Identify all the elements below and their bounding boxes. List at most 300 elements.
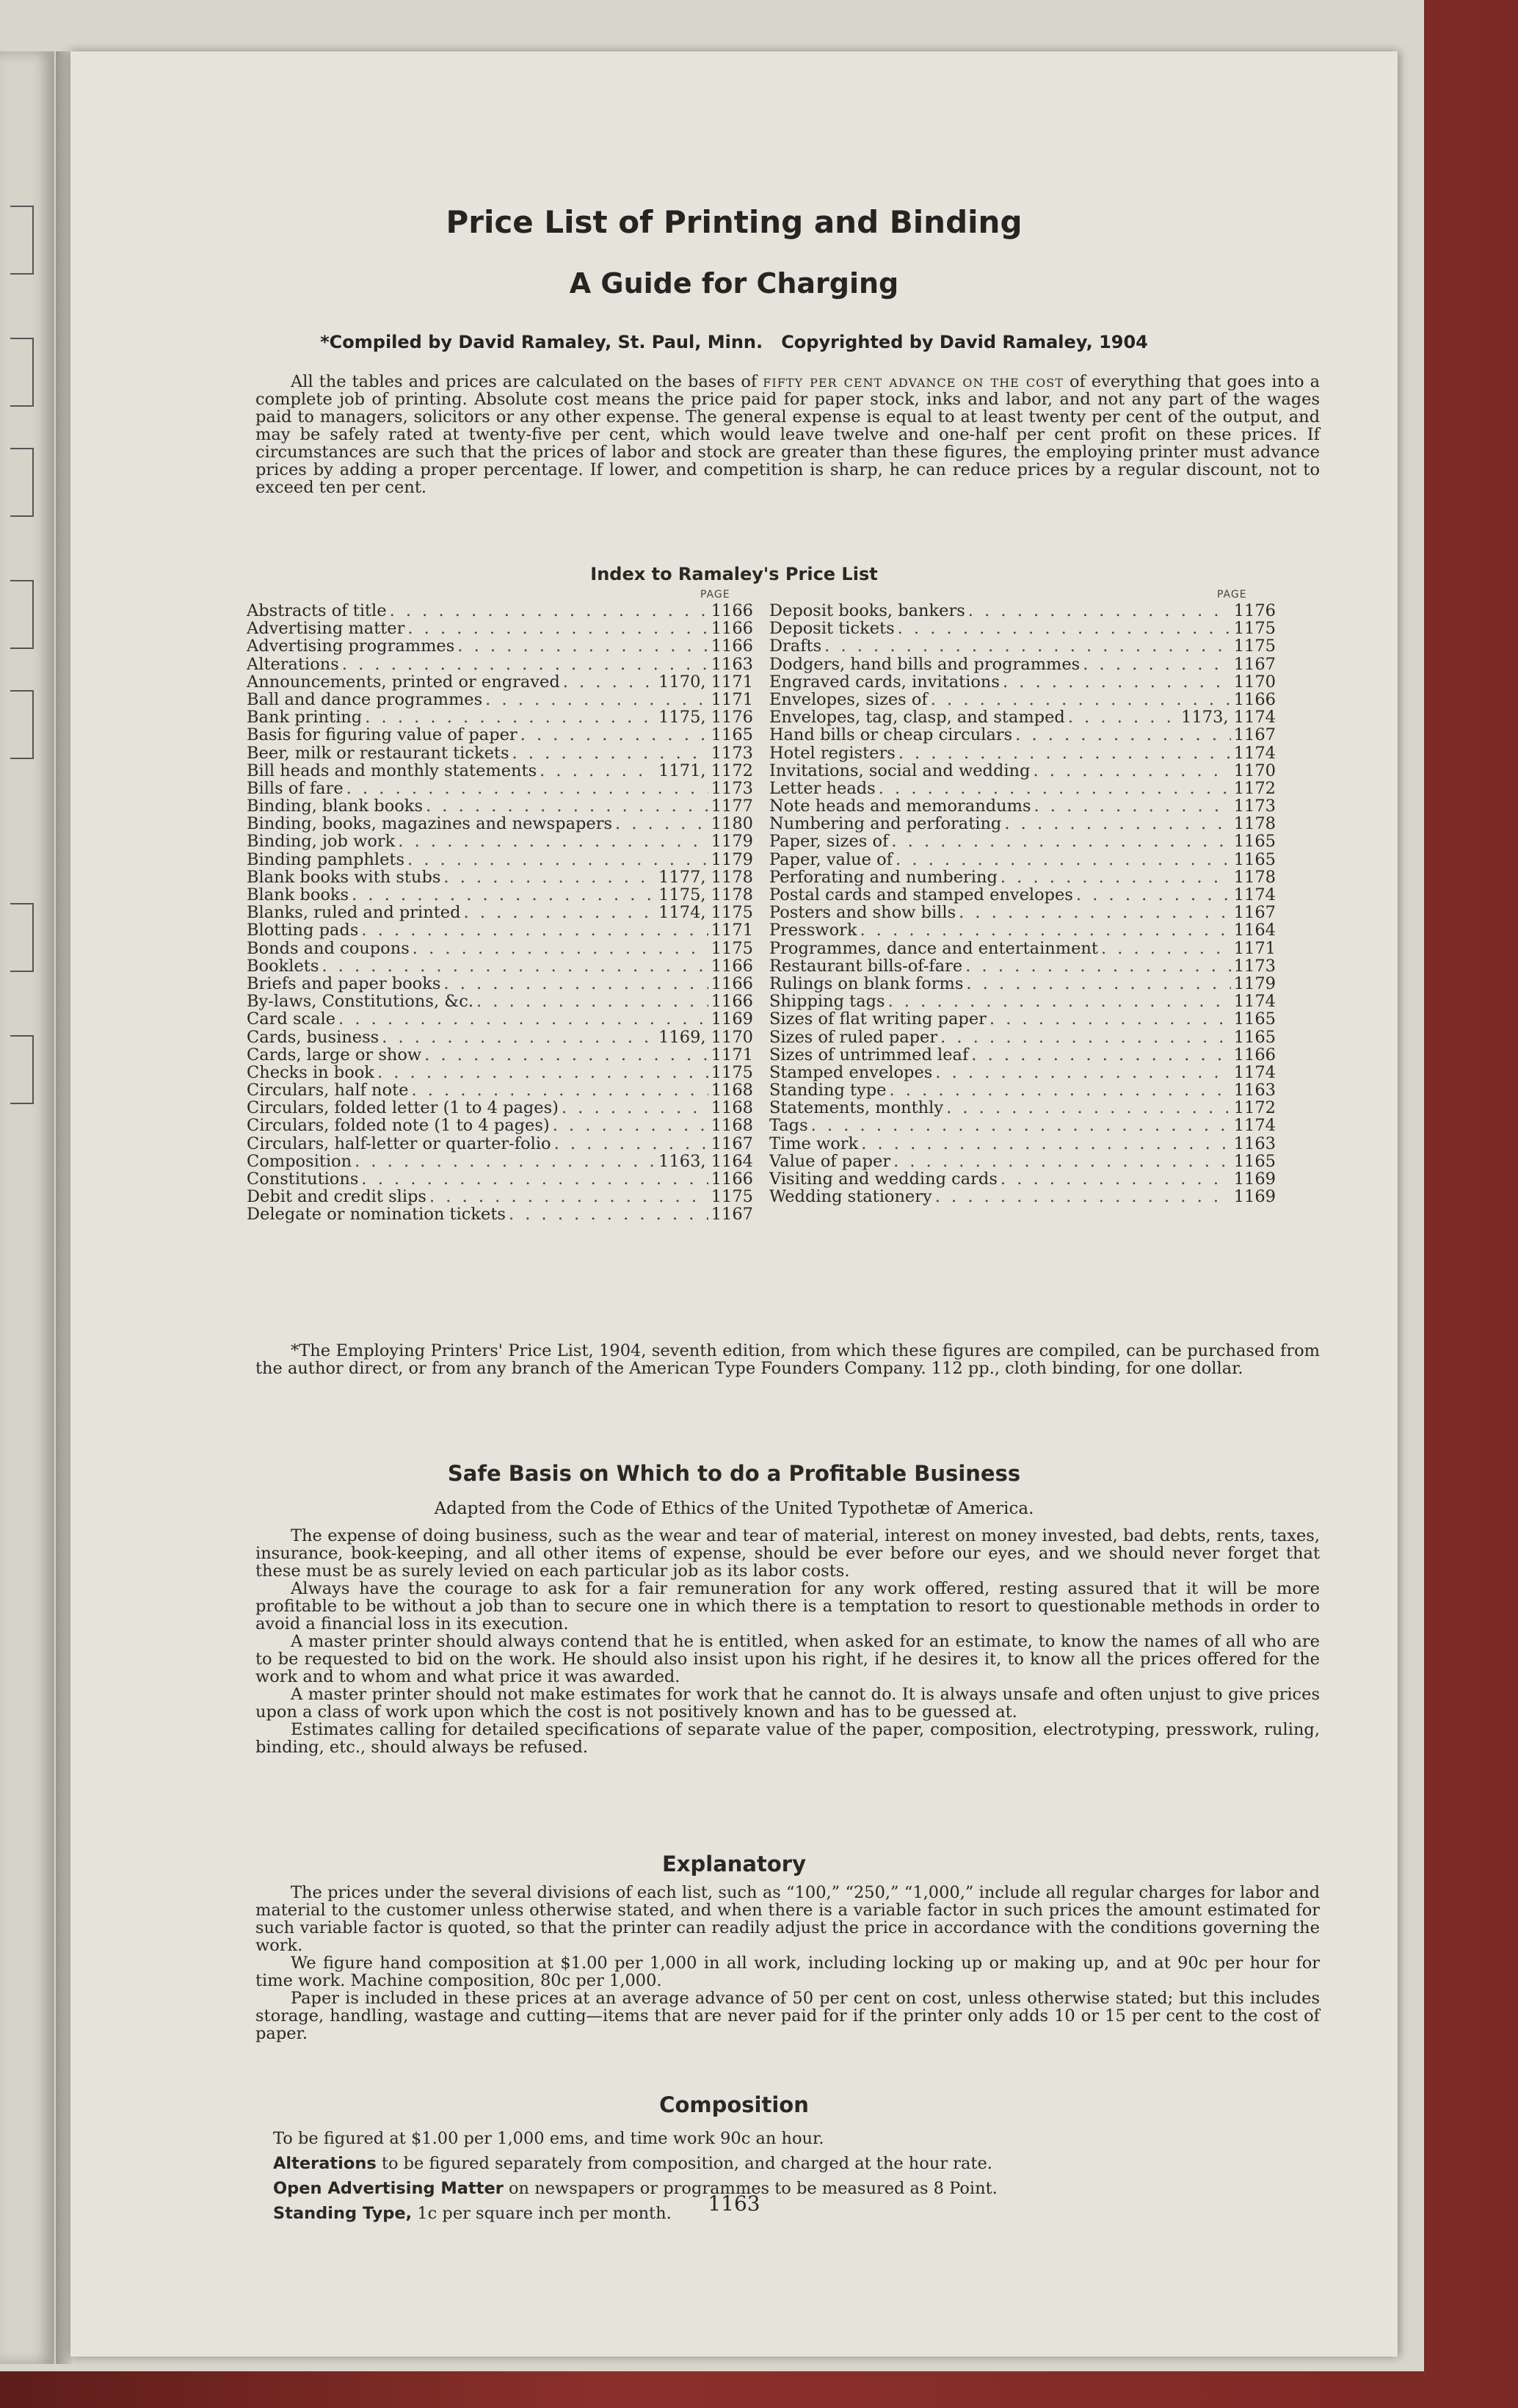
index-leader-dots [554,1135,708,1153]
facing-page-fragment [10,1035,34,1104]
index-entry-page: 1179 [711,850,753,868]
index-entry-label: Abstracts of title [247,602,387,620]
index-leader-dots [824,637,1231,655]
index-entry-page: 1176 [1233,602,1276,620]
index-leader-dots [562,1099,708,1117]
open-advertising-label: Open Advertising Matter [273,2179,504,2198]
index-leader-dots [377,1064,708,1081]
index-leader-dots [520,726,708,744]
index-entry-page: 1177 [711,797,753,816]
index-entry-page: 1168 [711,1099,753,1117]
index-entry-label: Rulings on blank forms [769,974,964,993]
index-entry [247,1153,753,1170]
index-entry-label: Postal cards and stamped envelopes [769,886,1073,904]
index-leader-dots [968,602,1231,620]
index-entry [769,851,1276,868]
index-column-left [247,602,753,1224]
index-entry-label: Visiting and wedding cards [769,1170,998,1189]
index-entry-page: 1175, 1176 [658,708,753,727]
index-entry [247,940,753,957]
index-leader-dots [1068,708,1178,726]
explanatory-paragraph: We figure hand composition at $1.00 per 1,000 in all work, including locking up or making up, and at 90c per hour for time work. Machine composition, 80c per 1,000. [255,1954,1320,1990]
index-entry [247,1205,753,1223]
index-entry-label: Blanks, ruled and printed [247,904,461,922]
index-entry-page: 1174, 1175 [658,904,753,922]
index-entry-label: Deposit books, bankers [769,602,965,620]
composition-rate: To be figured at $1.00 per 1,000 ems, and time work 90c an hour. [273,2129,824,2148]
index-leader-dots [382,1029,656,1046]
index-entry [769,797,1276,815]
index-entry-page: 1169 [711,1010,753,1029]
index-entry-label: Card scale [247,1010,336,1029]
index-entry-label: Paper, value of [769,850,893,868]
alterations-text: to be figured separately from composition, and charged at the hour rate. [376,2154,992,2173]
index-leader-dots [342,656,708,673]
index-entry [247,620,753,637]
index-entry-page: 1179 [1233,974,1276,993]
index-entry [247,726,753,744]
index-entry-page: 1172 [1233,1099,1276,1117]
index-entry-label: Advertising programmes [247,637,455,656]
index-entry [769,1099,1276,1117]
facing-page-edge [0,51,54,2364]
index-entry-label: Announcements, printed or engraved [247,672,560,691]
index-entry [247,1099,753,1117]
index-entry-page: 1163 [1233,1134,1276,1153]
index-entry-page: 1166 [1233,690,1276,709]
index-entry-label: Binding, blank books [247,797,423,816]
index-entry-label: Binding pamphlets [247,850,405,868]
index-entry-label: Envelopes, tag, clasp, and stamped [769,708,1065,727]
index-entry-label: Dodgers, hand bills and programmes [769,655,1081,673]
index-entry-page: 1177, 1178 [658,868,753,886]
index-entry-page: 1167 [711,1134,753,1153]
index-leader-dots [893,1153,1231,1170]
footnote-text: *The Employing Printers' Price List, 1904, seventh edition, from which these figures are compiled, can be purchased from the author direct, or from any branch of the American Type Founders Company. 112 pp., cloth binding, for one dollar. [255,1341,1320,1378]
index-leader-dots [322,957,708,975]
index-entry [247,1117,753,1134]
index-leader-dots [615,815,708,833]
index-leader-dots [540,762,656,780]
index-leader-dots [891,833,1230,850]
explanatory-paragraph: The prices under the several divisions of each list, such as “100,” “250,” “1,000,” include all regular charges for labor and material to the customer unless otherwise stated, and when there is a variable factor in such prices the amount estimated for such variable factor is quoted, so that the printer can readily adjust the price in accordance with the conditions governing the work. [255,1883,1320,1955]
index-entry [769,620,1276,637]
safe-basis-paragraph: A master printer should always contend that he is entitled, when asked for an estimate, to know the names of all who are to be requested to bid on the work. He should also insist upon his right, if he desires it, to know all the prices offered for the work and to whom and what price it was awarded. [255,1632,1320,1686]
index-entry [769,868,1276,886]
explanatory-heading: Explanatory [662,1852,806,1876]
index-entry-label: Advertising matter [247,620,405,638]
index-entry-label: Ball and dance programmes [247,690,483,709]
index-entry [247,708,753,726]
index-leader-dots [888,993,1231,1010]
index-entry [769,726,1276,744]
index-entry [769,744,1276,762]
standing-type-label: Standing Type, [273,2204,413,2223]
index-entry [247,780,753,797]
index-entry [769,975,1276,993]
index-entry [247,851,753,868]
index-entry [769,656,1276,673]
safe-basis-heading: Safe Basis on Which to do a Profitable Business [447,1461,1021,1486]
index-leader-dots [896,851,1231,868]
index-entry-label: Briefs and paper books [247,974,441,993]
page-number: 1163 [708,2191,760,2216]
index-entry [247,1135,753,1153]
index-entry-label: Presswork [769,921,857,940]
index-leader-dots [971,1046,1230,1064]
index-entry [247,602,753,620]
index-entry-page: 1167 [1233,904,1276,922]
intro-text-start: All the tables and prices are calculated on the bases of [291,372,763,391]
index-entry-label: Blank books with stubs [247,868,441,886]
index-leader-dots [563,673,656,691]
index-entry-page: 1165 [711,726,753,744]
index-entry-label: Drafts [769,637,822,656]
index-leader-dots [860,921,1231,939]
index-entry-page: 1165 [1233,850,1276,868]
index-entry-page: 1164 [1233,921,1276,940]
index-entry-page: 1170, 1171 [658,672,753,691]
index-entry-page: 1173 [711,744,753,762]
index-leader-dots [464,904,656,921]
index-entry-page: 1174 [1233,1063,1276,1082]
index-entry-label: Bonds and coupons [247,939,410,957]
index-entry-label: Sizes of flat writing paper [769,1010,987,1029]
compiled-by: *Compiled by David Ramaley, St. Paul, Minn. [320,332,763,352]
index-entry-label: Blank books [247,886,349,904]
index-entry [769,1135,1276,1153]
index-column-right [769,602,1276,1205]
index-entry-page: 1179 [711,833,753,851]
index-leader-dots [352,886,656,904]
index-entry [247,1188,753,1205]
index-entry [769,921,1276,939]
index-leader-dots [443,868,656,886]
index-leader-dots [407,620,708,637]
facing-page-fragment [10,338,34,407]
index-leader-dots [390,602,708,620]
index-entry [769,904,1276,921]
index-page-label-left: PAGE [700,589,730,601]
index-entry-label: Numbering and perforating [769,815,1002,833]
index-entry-page: 1163 [1233,1081,1276,1100]
index-entry-page: 1171 [711,921,753,940]
index-leader-dots [457,637,708,655]
index-entry [769,673,1276,691]
index-entry [247,691,753,708]
index-entry [769,1170,1276,1188]
index-leader-dots [898,744,1231,762]
index-entry-label: Programmes, dance and entertainment [769,939,1098,957]
index-entry-label: By-laws, Constitutions, &c. [247,993,474,1011]
facing-page-fragment [10,903,34,972]
safe-basis-subheading: Adapted from the Code of Ethics of the United Typothetæ of America. [434,1499,1034,1518]
explanatory-paragraph: Paper is included in these prices at an average advance of 50 per cent on cost, unless otherwise stated; but this includes storage, handling, wastage and cutting—items that are never paid for if the printer only adds 10 or 15 per cent to the cost of paper. [255,1989,1320,2043]
explanatory-body [255,1884,1320,2042]
index-entry-page: 1167 [711,1205,753,1224]
index-entry [769,957,1276,975]
index-entry-label: Hotel registers [769,744,896,762]
index-leader-dots [355,1153,656,1170]
index-entry-page: 1175 [711,1188,753,1206]
index-entry [769,886,1276,904]
index-entry [769,815,1276,833]
index-entry [769,780,1276,797]
standing-type-text: 1c per square inch per month. [412,2204,672,2223]
index-entry-label: Envelopes, sizes of [769,690,928,709]
index-entry [769,940,1276,957]
index-entry-page: 1165 [1233,1152,1276,1170]
index-entry-label: Restaurant bills-of-fare [769,957,963,975]
index-entry-label: Basis for figuring value of paper [247,726,518,744]
index-entry-page: 1166 [711,993,753,1011]
index-entry-label: Tags [769,1117,808,1135]
index-leader-dots [338,1010,708,1028]
index-leader-dots [411,1081,708,1099]
index-entry [247,993,753,1010]
index-entry-label: Composition [247,1152,352,1170]
index-leader-dots [398,833,708,850]
index-entry-label: Posters and show bills [769,904,956,922]
index-entry [247,1046,753,1064]
index-entry-page: 1166 [711,637,753,656]
index-leader-dots [966,975,1230,993]
index-entry-label: Stamped envelopes [769,1063,933,1082]
index-entry-label: Checks in book [247,1063,374,1082]
index-entry-label: Paper, sizes of [769,833,889,851]
index-entry-page: 1165 [1233,1010,1276,1029]
index-leader-dots [1000,1170,1231,1188]
index-entry-page: 1174 [1233,886,1276,904]
index-entry-label: Wedding stationery [769,1188,932,1206]
index-entry-label: Circulars, folded note (1 to 4 pages) [247,1117,550,1135]
index-page-label-right: PAGE [1217,589,1247,601]
index-entry-page: 1175 [1233,620,1276,638]
index-entry-label: Sizes of untrimmed leaf [769,1045,969,1064]
index-entry-label: Circulars, half-letter or quarter-folio [247,1134,551,1153]
copyright: Copyrighted by David Ramaley, 1904 [781,332,1148,352]
index-entry [247,656,753,673]
safe-basis-body [255,1527,1320,1756]
index-entry [247,833,753,850]
index-leader-dots [959,904,1231,921]
index-entry-label: Statements, monthly [769,1099,944,1117]
index-entry [247,1064,753,1081]
index-leader-dots [361,1170,708,1188]
index-entry-label: Circulars, folded letter (1 to 4 pages) [247,1099,559,1117]
index-entry [769,1010,1276,1028]
index-entry-page: 1171 [711,690,753,709]
index-entry-label: Circulars, half note [247,1081,409,1100]
index-entry-page: 1173 [1233,957,1276,975]
index-entry [247,637,753,655]
footnote [255,1342,1320,1377]
index-leader-dots [346,780,708,797]
index-entry-label: Standing type [769,1081,887,1100]
index-entry-label: Note heads and memorandums [769,797,1031,816]
page-subtitle: A Guide for Charging [569,267,899,300]
index-entry [247,904,753,921]
index-entry-page: 1171 [711,1045,753,1064]
index-entry-page: 1165 [1233,833,1276,851]
index-entry-page: 1167 [1233,726,1276,744]
index-leader-dots [898,620,1231,637]
index-entry [769,1029,1276,1046]
index-entry [247,744,753,762]
index-entry-page: 1166 [711,602,753,620]
index-entry-page: 1168 [711,1117,753,1135]
index-leader-dots [1083,656,1231,673]
index-leader-dots [509,1205,708,1223]
index-leader-dots [426,797,708,815]
index-entry-page: 1173 [711,779,753,798]
composition-heading: Composition [659,2092,809,2117]
index-leader-dots [889,1081,1230,1099]
index-leader-dots [965,957,1231,975]
index-entry-page: 1174 [1233,1117,1276,1135]
page-title: Price List of Printing and Binding [446,204,1023,240]
index-entry [247,1029,753,1046]
index-leader-dots [361,921,708,939]
index-leader-dots [861,1135,1231,1153]
index-leader-dots [413,940,708,957]
index-entry-label: Time work [769,1134,859,1153]
safe-basis-paragraph: A master printer should not make estimates for work that he cannot do. It is always unsafe and often unjust to give prices upon a class of work upon which the cost is not positively known and has to be guessed at. [255,1685,1320,1722]
index-leader-dots [811,1117,1231,1134]
index-leader-dots [476,993,708,1010]
document-page [70,51,1398,2357]
index-entry-page: 1166 [711,1170,753,1189]
index-entry [247,921,753,939]
safe-basis-paragraph: Always have the courage to ask for a fair remuneration for any work offered, resting assured that it will be more profitable to be without a job than to secure one in which there is a temptation to resort to questionable methods in order to avoid a financial loss in its execution. [255,1579,1320,1633]
index-entry [769,691,1276,708]
index-leader-dots [424,1046,708,1064]
index-entry-page: 1169 [1233,1170,1276,1189]
index-entry-label: Value of paper [769,1152,891,1170]
index-entry [769,1153,1276,1170]
index-entry-page: 1166 [711,620,753,638]
index-leader-dots [1003,673,1231,691]
index-entry-page: 1170 [1233,672,1276,691]
index-entry-label: Engraved cards, invitations [769,672,1000,691]
index-leader-dots [931,691,1231,708]
index-leader-dots [946,1099,1231,1117]
index-entry [769,637,1276,655]
index-entry-label: Binding, job work [247,833,396,851]
index-leader-dots [940,1029,1231,1046]
index-entry-page: 1172 [1233,779,1276,798]
index-entry-label: Letter heads [769,779,876,798]
index-entry [769,993,1276,1010]
index-entry-page: 1165 [1233,1028,1276,1046]
index-entry-page: 1168 [711,1081,753,1100]
index-entry-label: Delegate or nomination tickets [247,1205,506,1224]
compiled-by-line [70,332,1398,352]
index-leader-dots [485,691,708,708]
index-entry-label: Constitutions [247,1170,359,1189]
index-entry-page: 1170 [1233,761,1276,780]
index-entry-label: Binding, books, magazines and newspapers [247,815,613,833]
book-gutter [56,51,72,2364]
index-entry-page: 1163 [711,655,753,673]
index-entry-label: Bill heads and monthly statements [247,761,537,780]
index-leader-dots [1101,940,1231,957]
index-entry-page: 1175 [711,939,753,957]
index-entry-page: 1173 [1233,797,1276,816]
index-leader-dots [1004,815,1230,833]
facing-page-fragment [10,580,34,649]
index-entry-label: Bank printing [247,708,363,727]
index-leader-dots [935,1064,1230,1081]
index-leader-dots [1034,797,1231,815]
index-leader-dots [407,851,708,868]
index-entry-label: Deposit tickets [769,620,895,638]
index-entry [247,975,753,993]
index-entry [769,1117,1276,1134]
index-entry-page: 1175, 1178 [658,886,753,904]
index-leader-dots [365,708,656,726]
index-entry-label: Perforating and numbering [769,868,998,886]
index-entry-label: Bills of fare [247,779,344,798]
index-entry-page: 1178 [1233,868,1276,886]
index-leader-dots [935,1188,1231,1205]
index-entry-label: Booklets [247,957,319,975]
index-entry-page: 1171 [1233,939,1276,957]
intro-small-caps: fifty per cent advance on the cost [763,372,1064,391]
index-leader-dots [443,975,708,993]
index-entry [247,868,753,886]
index-entry-label: Hand bills or cheap circulars [769,726,1013,744]
index-entry-page: 1166 [1233,1045,1276,1064]
index-leader-dots [553,1117,708,1134]
index-entry-page: 1174 [1233,993,1276,1011]
index-entry [769,833,1276,850]
index-leader-dots [1000,868,1231,886]
index-entry [247,762,753,780]
index-entry [247,1081,753,1099]
index-entry-label: Cards, business [247,1028,380,1046]
index-leader-dots [1076,886,1231,904]
index-entry-label: Cards, large or show [247,1045,422,1064]
index-entry [769,708,1276,726]
index-entry-page: 1166 [711,974,753,993]
facing-page-fragment [10,206,34,275]
index-entry-label: Alterations [247,655,339,673]
index-entry-label: Blotting pads [247,921,359,940]
index-entry [247,886,753,904]
index-entry [247,1010,753,1028]
index-entry-page: 1175 [711,1063,753,1082]
intro-paragraph [255,373,1320,496]
index-leader-dots [1033,762,1230,780]
index-entry-page: 1180 [711,815,753,833]
index-entry [247,815,753,833]
index-entry-page: 1169, 1170 [658,1028,753,1046]
index-leader-dots [512,744,708,762]
index-entry-page: 1175 [1233,637,1276,656]
index-entry [769,762,1276,780]
index-entry-label: Debit and credit slips [247,1188,426,1206]
facing-page-fragment [10,448,34,517]
composition-alterations [273,2151,1315,2176]
intro-text-end: of everything that goes into a complete job of printing. Absolute cost means the price paid for paper stock, inks and labor, and not any part of the wages paid to managers, solicitors or any other expense. The general expense is equal to at least twenty per cent of the output, and may be safely rated at twenty-five per cent, which would leave twelve and one-half per cent profit on these prices. If circumstances are such that the prices of labor and stock are greater than these figures, the employing printer must advance prices by adding a proper percentage. If lower, and competition is sharp, he can reduce prices by a regular discount, not to exceed ten per cent. [255,372,1320,497]
index-entry-page: 1173, 1174 [1181,708,1276,727]
index-entry-page: 1169 [1233,1188,1276,1206]
index-leader-dots [879,780,1231,797]
open-advertising-text: on newspapers or programmes to be measured as 8 Point. [503,2179,998,2198]
index-entry [769,1046,1276,1064]
index-entry [247,957,753,975]
